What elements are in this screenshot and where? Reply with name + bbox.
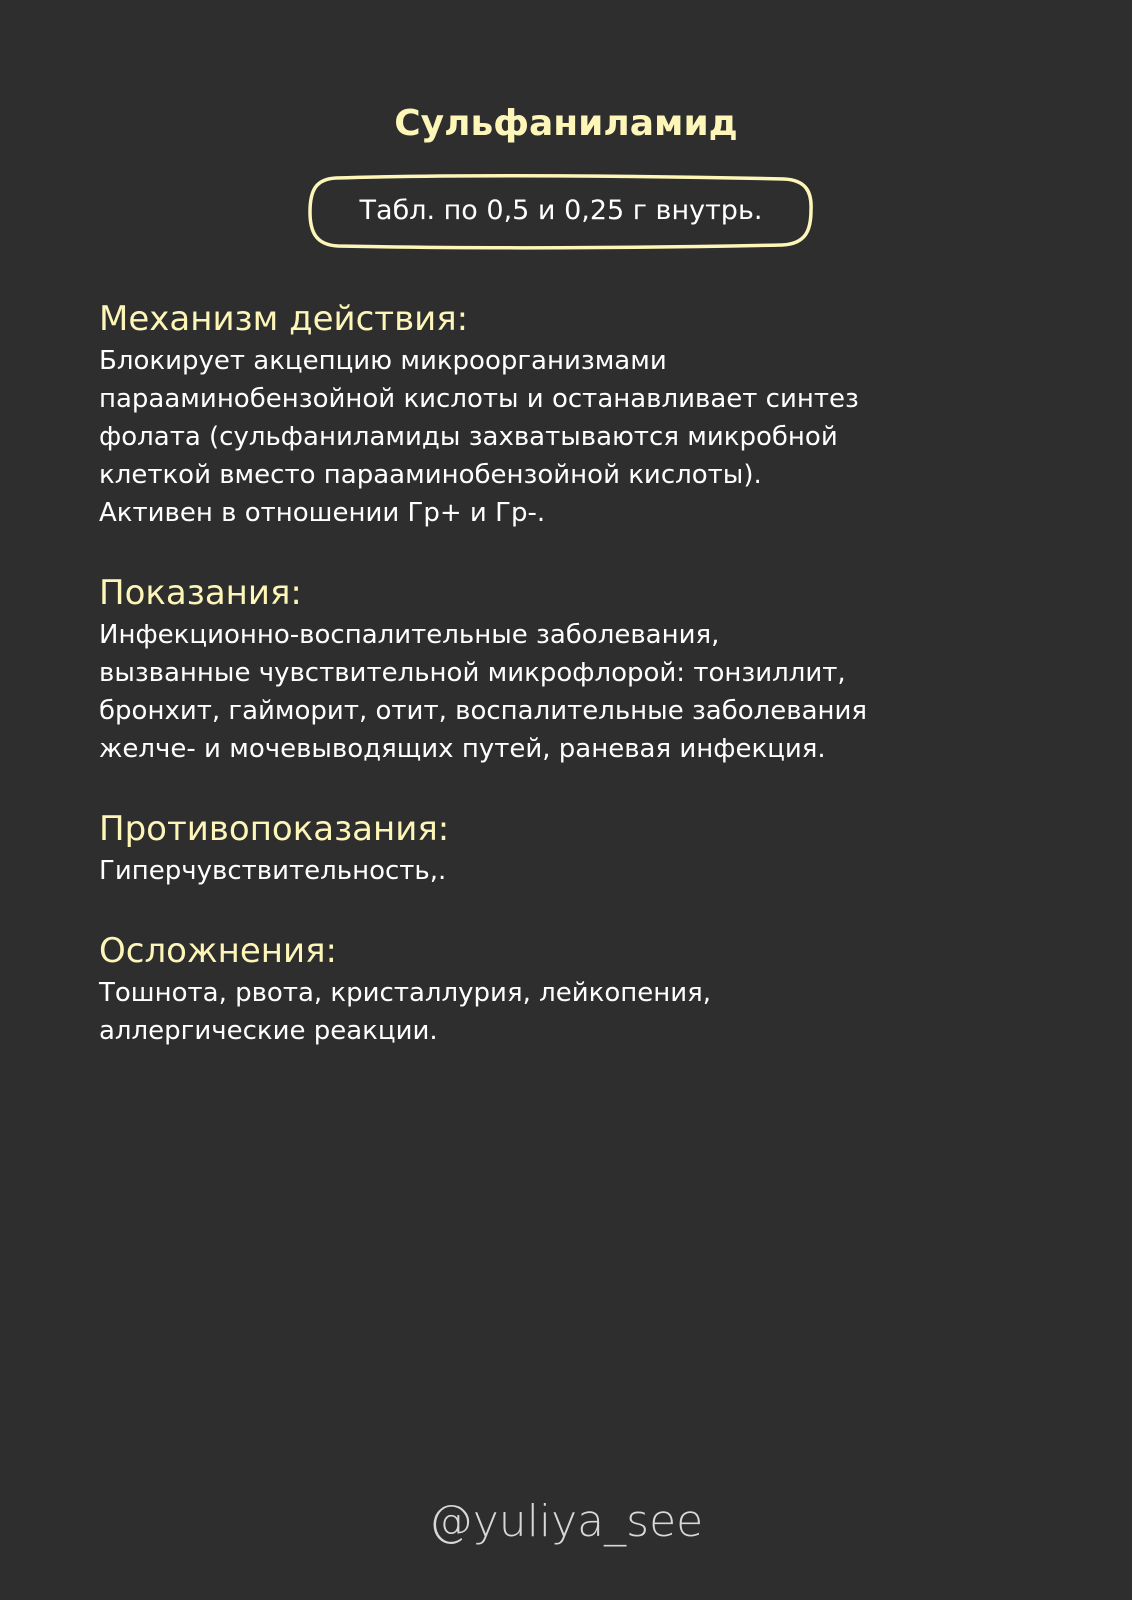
section-mechanism [99, 296, 1099, 532]
body-line: желче- и мочевыводящих путей, раневая инфекция. [99, 734, 826, 764]
author-handle: @yuliya_see [428, 1496, 704, 1547]
main-content [99, 296, 1099, 1088]
section-contraindications [99, 806, 1099, 890]
section-heading: Показания: [99, 573, 302, 613]
body-line: Активен в отношении Гр+ и Гр-. [99, 498, 546, 528]
body-line: фолата (сульфаниламиды захватываются микробной [99, 422, 838, 452]
body-line: бронхит, гайморит, отит, воспалительные заболевания [99, 696, 868, 726]
section-body [99, 342, 1099, 532]
dose-text: Табл. по 0,5 и 0,25 г внутрь. [359, 195, 763, 226]
page-title: Сульфаниламид [394, 103, 738, 144]
body-line: Тошнота, рвота, кристаллурия, лейкопения, [99, 978, 712, 1008]
section-heading: Осложнения: [99, 931, 337, 971]
dose-badge [306, 172, 816, 250]
body-line: аллергические реакции. [99, 1016, 438, 1046]
body-line: Инфекционно-воспалительные заболевания, [99, 620, 720, 650]
body-line: Гиперчувствительность,. [99, 856, 447, 886]
section-body [99, 974, 1099, 1050]
body-line: вызванные чувствительной микрофлорой: тонзиллит, [99, 658, 846, 688]
section-heading: Противопоказания: [99, 809, 450, 849]
section-body [99, 616, 1099, 768]
section-indications [99, 570, 1099, 768]
section-heading: Механизм действия: [99, 299, 469, 339]
body-line: парааминобензойной кислоты и останавливает синтез [99, 384, 859, 414]
body-line: Блокирует акцепцию микроорганизмами [99, 346, 667, 376]
section-complications [99, 928, 1099, 1050]
section-body [99, 852, 1099, 890]
body-line: клеткой вместо парааминобензойной кислоты). [99, 460, 762, 490]
